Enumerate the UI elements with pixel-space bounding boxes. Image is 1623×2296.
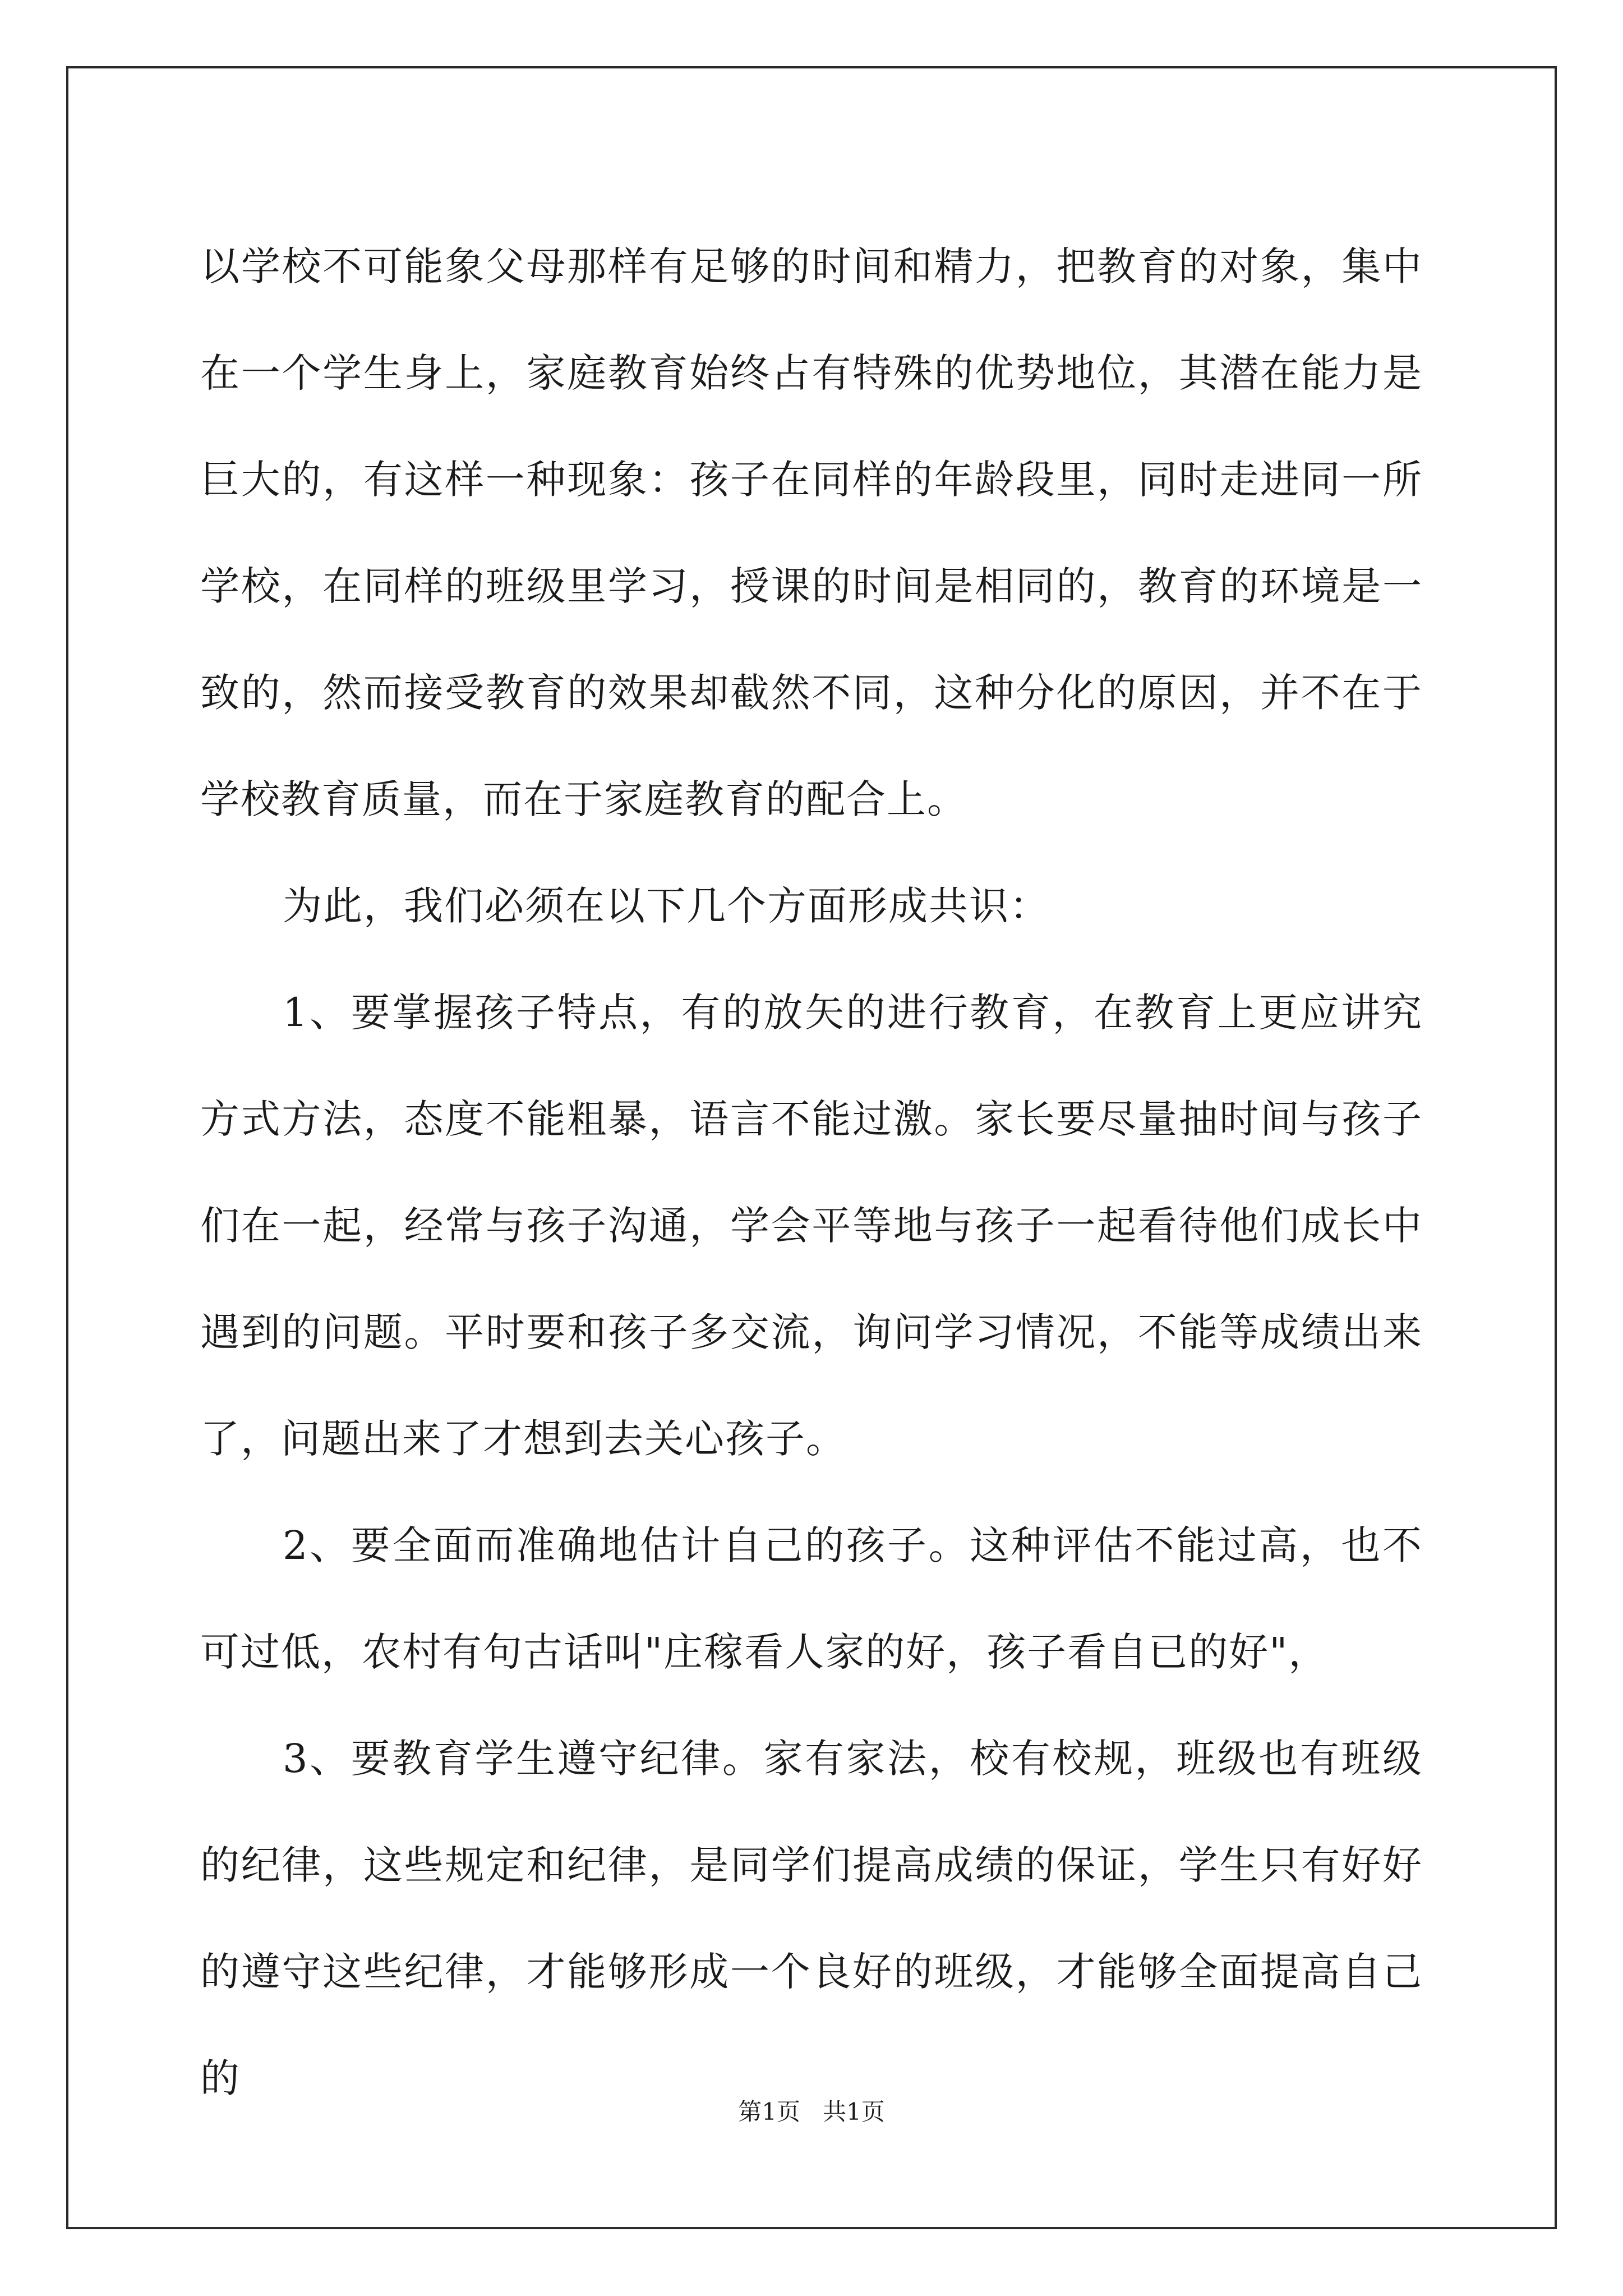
paragraph-2: 为此，我们必须在以下几个方面形成共识： (283, 883, 1050, 929)
paragraph-3: 1、要掌握孩子特点，有的放矢的进行教育，在教育上更应讲究方式方法，态度不能粗暴，语言不能过激。家长要尽量抽时间与孩子们在一起，经常与孩子沟通，学会平等地与孩子一起看待他们成长中遇到的问题。平时要和孩子多交流，询问学习情况，不能等成绩出来了，问题出来了才想到去关心孩子。 (200, 990, 1423, 1462)
page-number-current: 第1页 (738, 2098, 800, 2125)
page-footer (0, 2095, 1623, 2129)
paragraph-4: 2、要全面而准确地估计自己的孩子。这种评估不能过高，也不可过低，农村有句古话叫"庄稼看人家的好，孩子看自已的好"， (200, 1522, 1423, 1675)
page-number-total: 共1页 (823, 2098, 885, 2125)
document-body (200, 213, 1423, 2132)
paragraph-5: 3、要教育学生遵守纪律。家有家法，校有校规，班级也有班级的纪律，这些规定和纪律，是同学们提高成绩的保证，学生只有好好的遵守这些纪律，才能够形成一个良好的班级，才能够全面提高自己的 (200, 1736, 1423, 2101)
paragraph-1: 以学校不可能象父母那样有足够的时间和精力，把教育的对象，集中在一个学生身上，家庭教育始终占有特殊的优势地位，其潜在能力是巨大的，有这样一种现象：孩子在同样的年龄段里，同时走进同一所学校，在同样的班级里学习，授课的时间是相同的，教育的环境是一致的，然而接受教育的效果却截然不同，这种分化的原因，并不在于学校教育质量，而在于家庭教育的配合上。 (200, 243, 1423, 822)
